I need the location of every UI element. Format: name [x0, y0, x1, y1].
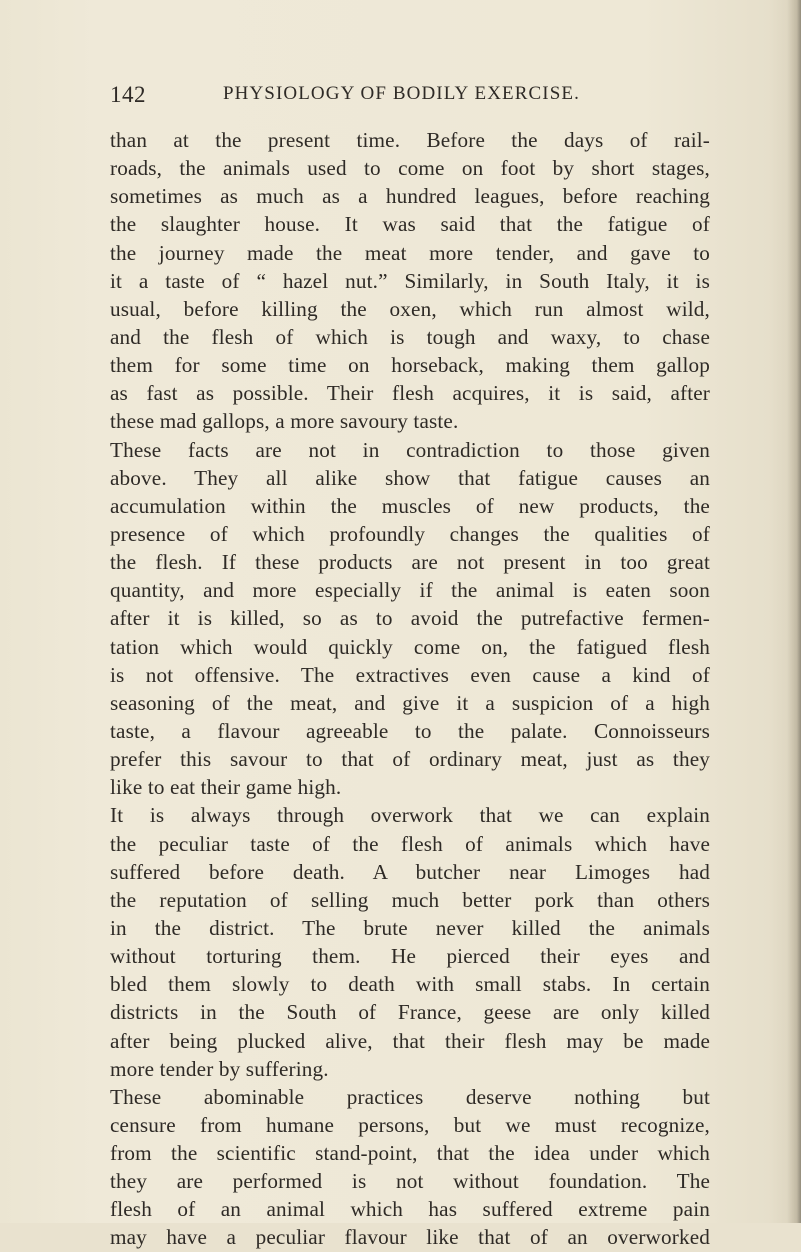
- text-line: as fast as possible. Their flesh acquires, it is said, after: [110, 381, 710, 406]
- body-text: [110, 126, 710, 1252]
- text-line: bled them slowly to death with small stabs. In certain: [110, 972, 710, 997]
- page-number: 142: [110, 82, 146, 107]
- text-line: prefer this savour to that of ordinary meat, just as they: [110, 747, 710, 772]
- text-line: above. They all alike show that fatigue causes an: [110, 465, 710, 490]
- text-line: after it is killed, so as to avoid the putrefactive fermen-: [110, 606, 710, 631]
- text-line: them for some time on horseback, making them gallop: [110, 353, 710, 378]
- text-line: These abominable practices deserve nothing but: [110, 1084, 710, 1109]
- text-line: taste, a flavour agreeable to the palate. Connoisseurs: [110, 718, 710, 743]
- text-line: may have a peculiar flavour like that of an overworked: [110, 1225, 710, 1250]
- text-line: after being plucked alive, that their flesh may be made: [110, 1028, 710, 1053]
- text-line: tation which would quickly come on, the fatigued flesh: [110, 634, 710, 659]
- text-line: without torturing them. He pierced their eyes and: [110, 944, 710, 969]
- text-line: suffered before death. A butcher near Limoges had: [110, 859, 710, 884]
- text-line: the peculiar taste of the flesh of animals which have: [110, 831, 710, 856]
- text-line: and the flesh of which is tough and waxy, to chase: [110, 324, 710, 349]
- text-line: sometimes as much as a hundred leagues, before reaching: [110, 184, 710, 209]
- text-line: the reputation of selling much better pork than others: [110, 887, 710, 912]
- text-line: usual, before killing the oxen, which run almost wild,: [110, 296, 710, 321]
- text-line: these mad gallops, a more savoury taste.: [110, 409, 459, 434]
- text-line: These facts are not in contradiction to those given: [110, 437, 710, 462]
- text-line: like to eat their game high.: [110, 775, 342, 800]
- text-line: accumulation within the muscles of new products, the: [110, 493, 710, 518]
- text-line: they are performed is not without foundation. The: [110, 1169, 710, 1194]
- text-line: roads, the animals used to come on foot by short stages,: [110, 156, 710, 181]
- text-line: presence of which profoundly changes the qualities of: [110, 521, 710, 546]
- text-line: the slaughter house. It was said that the fatigue of: [110, 212, 710, 237]
- text-line: seasoning of the meat, and give it a suspicion of a high: [110, 690, 710, 715]
- running-header: [110, 82, 710, 108]
- text-line: It is always through overwork that we can explain: [110, 803, 710, 828]
- page-edge-shadow: [787, 0, 801, 1223]
- text-line: it a taste of “ hazel nut.” Similarly, in South Italy, it is: [110, 268, 710, 293]
- text-line: than at the present time. Before the days of rail-: [110, 128, 710, 152]
- text-line: the journey made the meat more tender, and gave to: [110, 240, 710, 265]
- running-title: PHYSIOLOGY OF BODILY EXERCISE.: [223, 83, 580, 104]
- text-line: from the scientific stand-point, that the idea under which: [110, 1141, 710, 1166]
- text-line: in the district. The brute never killed the animals: [110, 915, 710, 940]
- text-line: more tender by suffering.: [110, 1056, 329, 1081]
- text-line: is not offensive. The extractives even cause a kind of: [110, 662, 710, 687]
- text-line: districts in the South of France, geese are only killed: [110, 1000, 710, 1025]
- text-line: the flesh. If these products are not present in too great: [110, 550, 710, 575]
- text-line: censure from humane persons, but we must recognize,: [110, 1112, 710, 1137]
- text-line: flesh of an animal which has suffered extreme pain: [110, 1197, 710, 1222]
- text-line: quantity, and more especially if the animal is eaten soon: [110, 578, 710, 603]
